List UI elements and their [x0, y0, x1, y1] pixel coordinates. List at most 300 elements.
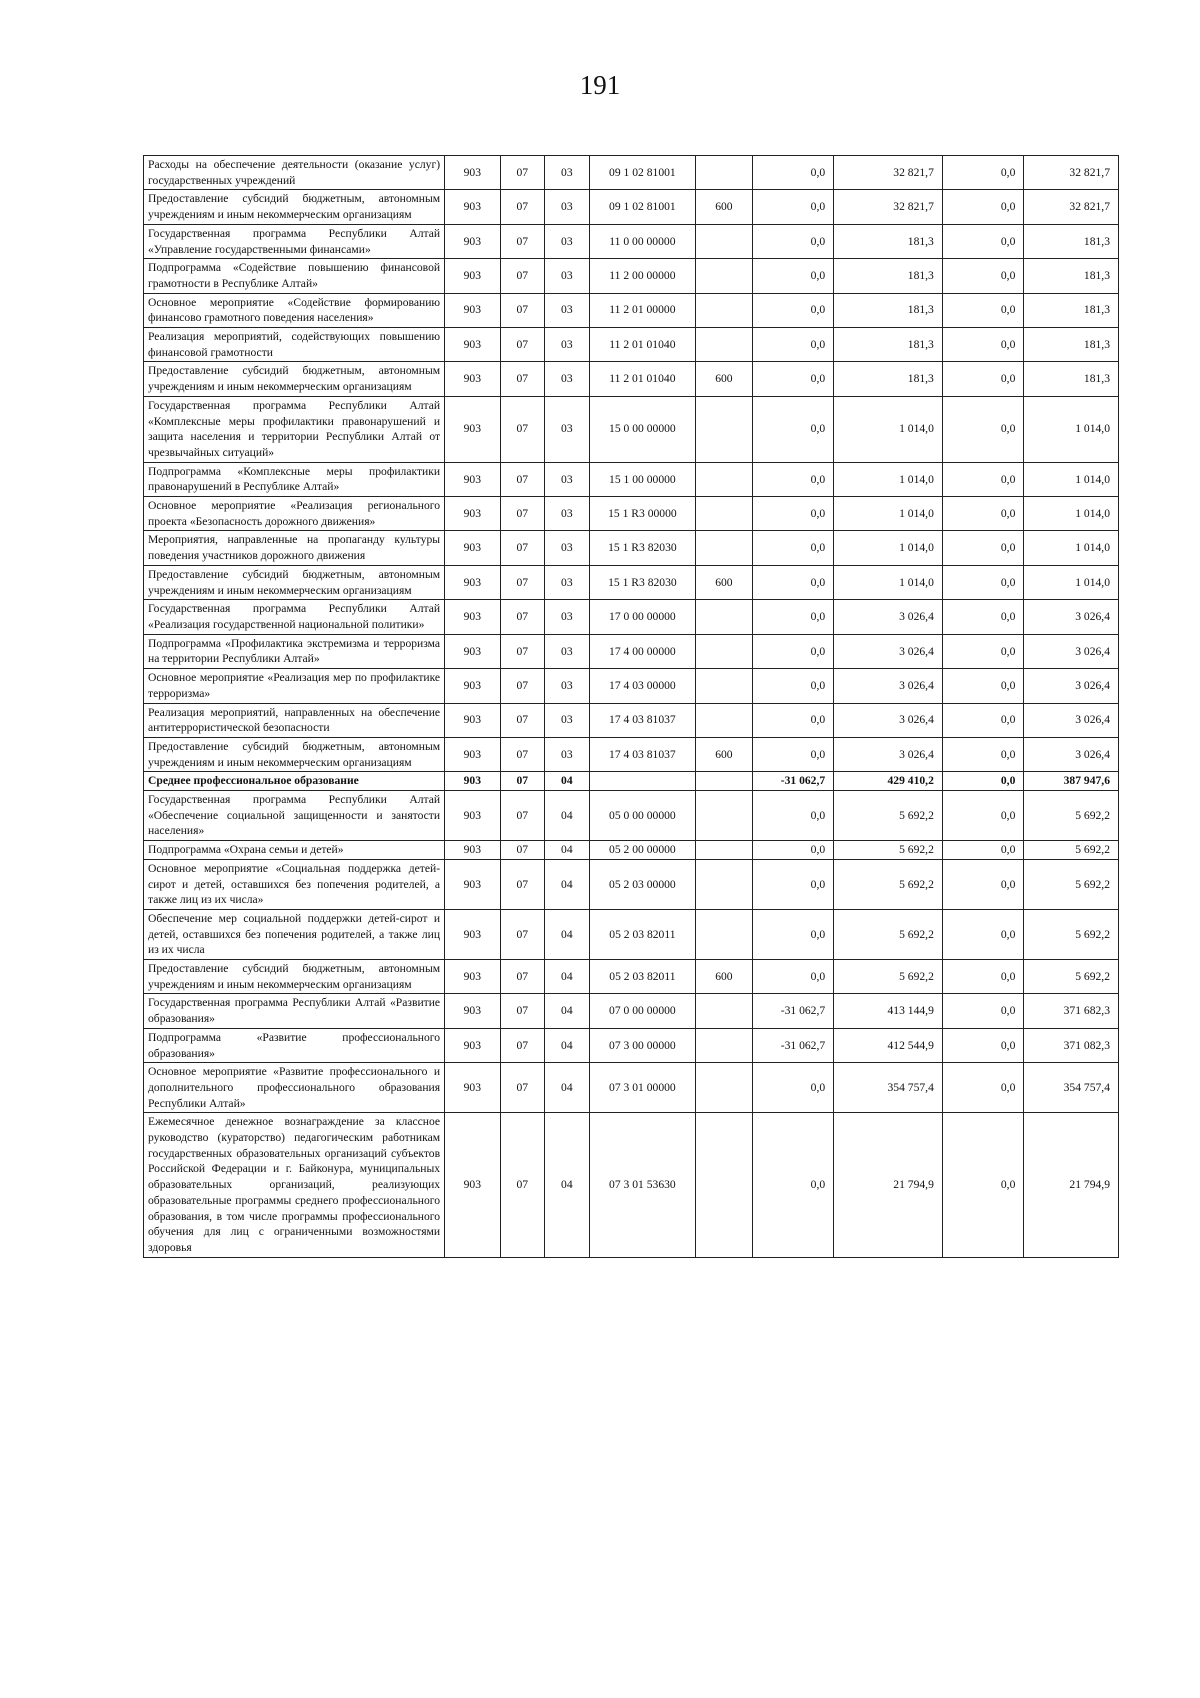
cell-amount-2: 0,0	[942, 259, 1024, 293]
cell-name: Государственная программа Республики Алтай «Развитие образования»	[144, 994, 445, 1028]
cell-total: 5 692,2	[1024, 960, 1119, 994]
table-row	[144, 859, 1119, 909]
cell-amount-2: 0,0	[942, 737, 1024, 771]
cell-amount-2: 0,0	[942, 293, 1024, 327]
cell-amount-2: 0,0	[942, 190, 1024, 224]
cell-expense-type	[696, 791, 753, 841]
cell-amount-2: 0,0	[942, 772, 1024, 791]
cell-subsection: 04	[545, 1063, 590, 1113]
cell-expense-type	[696, 841, 753, 860]
cell-section: 07	[500, 362, 545, 396]
cell-amount: 181,3	[834, 293, 943, 327]
cell-amount-2: 0,0	[942, 600, 1024, 634]
cell-target-article: 05 2 00 00000	[589, 841, 696, 860]
cell-amount-2: 0,0	[942, 224, 1024, 258]
cell-amount-2: 0,0	[942, 859, 1024, 909]
cell-section: 07	[500, 737, 545, 771]
cell-target-article: 07 3 01 00000	[589, 1063, 696, 1113]
table-row	[144, 497, 1119, 531]
cell-amount-2: 0,0	[942, 960, 1024, 994]
cell-target-article: 05 2 03 00000	[589, 859, 696, 909]
cell-total: 3 026,4	[1024, 669, 1119, 703]
cell-total: 1 014,0	[1024, 396, 1119, 462]
cell-name: Предоставление субсидий бюджетным, автономным учреждениям и иным некоммерческим организациям	[144, 960, 445, 994]
cell-section: 07	[500, 960, 545, 994]
cell-subsection: 04	[545, 960, 590, 994]
cell-section: 07	[500, 156, 545, 190]
cell-ministry: 903	[445, 396, 500, 462]
cell-expense-type	[696, 994, 753, 1028]
cell-target-article: 05 2 03 82011	[589, 909, 696, 959]
cell-amount: 1 014,0	[834, 565, 943, 599]
cell-expense-type	[696, 859, 753, 909]
cell-change: 0,0	[752, 737, 834, 771]
cell-target-article: 15 0 00 00000	[589, 396, 696, 462]
cell-name: Предоставление субсидий бюджетным, автономным учреждениям и иным некоммерческим организациям	[144, 190, 445, 224]
cell-ministry: 903	[445, 772, 500, 791]
cell-section: 07	[500, 859, 545, 909]
cell-section: 07	[500, 634, 545, 668]
cell-amount: 3 026,4	[834, 703, 943, 737]
cell-total: 371 682,3	[1024, 994, 1119, 1028]
cell-amount: 1 014,0	[834, 531, 943, 565]
cell-name: Реализация мероприятий, содействующих повышению финансовой грамотности	[144, 328, 445, 362]
cell-expense-type	[696, 1063, 753, 1113]
table-row	[144, 156, 1119, 190]
cell-subsection: 04	[545, 841, 590, 860]
cell-change: 0,0	[752, 328, 834, 362]
cell-name: Основное мероприятие «Развитие профессионального и дополнительного профессионального образования Республики Алтай»	[144, 1063, 445, 1113]
cell-subsection: 03	[545, 634, 590, 668]
cell-total: 3 026,4	[1024, 600, 1119, 634]
cell-name: Подпрограмма «Профилактика экстремизма и терроризма на территории Республики Алтай»	[144, 634, 445, 668]
cell-expense-type: 600	[696, 737, 753, 771]
cell-ministry: 903	[445, 224, 500, 258]
cell-change: 0,0	[752, 497, 834, 531]
page-number: 191	[579, 70, 621, 100]
cell-section: 07	[500, 293, 545, 327]
cell-amount-2: 0,0	[942, 565, 1024, 599]
cell-amount: 32 821,7	[834, 156, 943, 190]
cell-ministry: 903	[445, 737, 500, 771]
cell-target-article: 07 0 00 00000	[589, 994, 696, 1028]
cell-amount: 181,3	[834, 328, 943, 362]
cell-expense-type	[696, 669, 753, 703]
cell-expense-type	[696, 531, 753, 565]
cell-section: 07	[500, 841, 545, 860]
cell-subsection: 04	[545, 791, 590, 841]
table-row	[144, 224, 1119, 258]
table-row	[144, 531, 1119, 565]
cell-amount: 5 692,2	[834, 960, 943, 994]
cell-ministry: 903	[445, 259, 500, 293]
cell-section: 07	[500, 190, 545, 224]
cell-name: Предоставление субсидий бюджетным, автономным учреждениям и иным некоммерческим организациям	[144, 362, 445, 396]
cell-section: 07	[500, 328, 545, 362]
cell-total: 1 014,0	[1024, 462, 1119, 496]
cell-amount: 429 410,2	[834, 772, 943, 791]
cell-section: 07	[500, 224, 545, 258]
cell-change: 0,0	[752, 396, 834, 462]
cell-target-article	[589, 772, 696, 791]
table-row	[144, 600, 1119, 634]
cell-target-article: 09 1 02 81001	[589, 190, 696, 224]
cell-change: 0,0	[752, 791, 834, 841]
table-row	[144, 703, 1119, 737]
cell-target-article: 11 2 01 01040	[589, 328, 696, 362]
cell-ministry: 903	[445, 1028, 500, 1062]
cell-expense-type	[696, 224, 753, 258]
cell-total: 21 794,9	[1024, 1113, 1119, 1257]
cell-subsection: 03	[545, 190, 590, 224]
cell-section: 07	[500, 909, 545, 959]
cell-change: 0,0	[752, 156, 834, 190]
cell-expense-type: 600	[696, 362, 753, 396]
cell-amount-2: 0,0	[942, 1113, 1024, 1257]
cell-change: 0,0	[752, 669, 834, 703]
cell-change: 0,0	[752, 224, 834, 258]
cell-subsection: 03	[545, 462, 590, 496]
cell-change: 0,0	[752, 1063, 834, 1113]
cell-change: -31 062,7	[752, 994, 834, 1028]
table-row	[144, 791, 1119, 841]
cell-name: Подпрограмма «Охрана семьи и детей»	[144, 841, 445, 860]
cell-section: 07	[500, 396, 545, 462]
cell-section: 07	[500, 772, 545, 791]
cell-subsection: 04	[545, 859, 590, 909]
cell-total: 181,3	[1024, 259, 1119, 293]
cell-section: 07	[500, 600, 545, 634]
cell-target-article: 09 1 02 81001	[589, 156, 696, 190]
cell-amount: 3 026,4	[834, 669, 943, 703]
table-row	[144, 1028, 1119, 1062]
cell-section: 07	[500, 565, 545, 599]
cell-amount-2: 0,0	[942, 1028, 1024, 1062]
cell-expense-type	[696, 1028, 753, 1062]
cell-ministry: 903	[445, 600, 500, 634]
cell-expense-type	[696, 156, 753, 190]
cell-total: 3 026,4	[1024, 634, 1119, 668]
cell-amount: 1 014,0	[834, 396, 943, 462]
cell-subsection: 03	[545, 396, 590, 462]
cell-section: 07	[500, 259, 545, 293]
budget-table	[143, 155, 1119, 1258]
cell-subsection: 03	[545, 703, 590, 737]
cell-amount: 32 821,7	[834, 190, 943, 224]
table-row	[144, 462, 1119, 496]
cell-section: 07	[500, 994, 545, 1028]
cell-section: 07	[500, 791, 545, 841]
table-row	[144, 994, 1119, 1028]
cell-target-article: 05 0 00 00000	[589, 791, 696, 841]
cell-name: Среднее профессиональное образование	[144, 772, 445, 791]
cell-subsection: 03	[545, 565, 590, 599]
cell-total: 371 082,3	[1024, 1028, 1119, 1062]
cell-amount: 5 692,2	[834, 841, 943, 860]
cell-section: 07	[500, 669, 545, 703]
cell-amount: 21 794,9	[834, 1113, 943, 1257]
cell-change: 0,0	[752, 293, 834, 327]
cell-amount: 3 026,4	[834, 600, 943, 634]
cell-total: 181,3	[1024, 362, 1119, 396]
cell-expense-type	[696, 909, 753, 959]
cell-section: 07	[500, 1063, 545, 1113]
cell-amount: 3 026,4	[834, 634, 943, 668]
cell-name: Государственная программа Республики Алтай «Обеспечение социальной защищенности и занятости населения»	[144, 791, 445, 841]
cell-change: 0,0	[752, 259, 834, 293]
cell-subsection: 03	[545, 328, 590, 362]
cell-total: 354 757,4	[1024, 1063, 1119, 1113]
cell-change: 0,0	[752, 190, 834, 224]
cell-amount: 412 544,9	[834, 1028, 943, 1062]
cell-total: 5 692,2	[1024, 791, 1119, 841]
cell-amount-2: 0,0	[942, 497, 1024, 531]
cell-amount: 1 014,0	[834, 462, 943, 496]
cell-target-article: 17 4 03 81037	[589, 703, 696, 737]
cell-target-article: 17 4 03 81037	[589, 737, 696, 771]
table-row	[144, 293, 1119, 327]
cell-ministry: 903	[445, 1113, 500, 1257]
cell-target-article: 15 1 R3 82030	[589, 565, 696, 599]
cell-name: Подпрограмма «Комплексные меры профилактики правонарушений в Республике Алтай»	[144, 462, 445, 496]
table-row	[144, 737, 1119, 771]
cell-target-article: 17 4 03 00000	[589, 669, 696, 703]
cell-total: 1 014,0	[1024, 497, 1119, 531]
cell-change: 0,0	[752, 634, 834, 668]
table-row	[144, 362, 1119, 396]
cell-amount: 181,3	[834, 362, 943, 396]
cell-amount-2: 0,0	[942, 703, 1024, 737]
cell-name: Реализация мероприятий, направленных на обеспечение антитеррористической безопасности	[144, 703, 445, 737]
cell-amount-2: 0,0	[942, 396, 1024, 462]
cell-name: Государственная программа Республики Алтай «Управление государственными финансами»	[144, 224, 445, 258]
cell-subsection: 03	[545, 531, 590, 565]
cell-ministry: 903	[445, 462, 500, 496]
table-row	[144, 909, 1119, 959]
cell-target-article: 05 2 03 82011	[589, 960, 696, 994]
cell-total: 3 026,4	[1024, 737, 1119, 771]
cell-total: 5 692,2	[1024, 841, 1119, 860]
cell-name: Обеспечение мер социальной поддержки детей-сирот и детей, оставшихся без попечения родителей, а также лиц из их числа	[144, 909, 445, 959]
table-row	[144, 259, 1119, 293]
cell-amount: 413 144,9	[834, 994, 943, 1028]
cell-amount-2: 0,0	[942, 462, 1024, 496]
cell-expense-type	[696, 293, 753, 327]
cell-total: 1 014,0	[1024, 565, 1119, 599]
cell-ministry: 903	[445, 328, 500, 362]
table-row	[144, 669, 1119, 703]
cell-target-article: 15 1 00 00000	[589, 462, 696, 496]
cell-subsection: 04	[545, 1113, 590, 1257]
cell-change: -31 062,7	[752, 772, 834, 791]
cell-name: Подпрограмма «Содействие повышению финансовой грамотности в Республике Алтай»	[144, 259, 445, 293]
cell-amount-2: 0,0	[942, 841, 1024, 860]
cell-section: 07	[500, 1028, 545, 1062]
cell-ministry: 903	[445, 156, 500, 190]
cell-amount-2: 0,0	[942, 1063, 1024, 1113]
cell-ministry: 903	[445, 190, 500, 224]
cell-amount-2: 0,0	[942, 328, 1024, 362]
table-body	[144, 156, 1119, 1258]
cell-ministry: 903	[445, 362, 500, 396]
cell-section: 07	[500, 1113, 545, 1257]
table-row	[144, 634, 1119, 668]
cell-target-article: 17 4 00 00000	[589, 634, 696, 668]
cell-change: 0,0	[752, 859, 834, 909]
cell-expense-type	[696, 1113, 753, 1257]
cell-name: Предоставление субсидий бюджетным, автономным учреждениям и иным некоммерческим организациям	[144, 565, 445, 599]
cell-total: 32 821,7	[1024, 190, 1119, 224]
cell-target-article: 11 2 00 00000	[589, 259, 696, 293]
cell-subsection: 04	[545, 994, 590, 1028]
cell-total: 181,3	[1024, 328, 1119, 362]
cell-target-article: 15 1 R3 82030	[589, 531, 696, 565]
cell-change: 0,0	[752, 909, 834, 959]
cell-total: 5 692,2	[1024, 859, 1119, 909]
cell-name: Основное мероприятие «Социальная поддержка детей-сирот и детей, оставшихся без попечения родителей, а также лиц из их числа»	[144, 859, 445, 909]
cell-amount: 5 692,2	[834, 909, 943, 959]
cell-target-article: 11 2 01 00000	[589, 293, 696, 327]
cell-name: Предоставление субсидий бюджетным, автономным учреждениям и иным некоммерческим организациям	[144, 737, 445, 771]
cell-amount-2: 0,0	[942, 156, 1024, 190]
cell-total: 387 947,6	[1024, 772, 1119, 791]
cell-total: 181,3	[1024, 224, 1119, 258]
cell-expense-type	[696, 328, 753, 362]
cell-target-article: 07 3 00 00000	[589, 1028, 696, 1062]
table-row	[144, 772, 1119, 791]
table-row	[144, 841, 1119, 860]
cell-expense-type: 600	[696, 190, 753, 224]
cell-amount: 5 692,2	[834, 791, 943, 841]
cell-subsection: 03	[545, 737, 590, 771]
cell-expense-type: 600	[696, 960, 753, 994]
cell-subsection: 03	[545, 259, 590, 293]
cell-amount: 181,3	[834, 224, 943, 258]
cell-name: Ежемесячное денежное вознаграждение за классное руководство (кураторство) педагогическим работникам государственных образовательных организаций субъектов Российской Федерации и г. Байконура, муниципальных образовательных организаций, реализующих образовательные программы среднего профессионального образования, в том числе программы профессионального обучения для лиц с ограниченными возможностями здоровья	[144, 1113, 445, 1257]
cell-total: 181,3	[1024, 293, 1119, 327]
cell-ministry: 903	[445, 531, 500, 565]
table-row	[144, 396, 1119, 462]
cell-ministry: 903	[445, 791, 500, 841]
cell-subsection: 03	[545, 497, 590, 531]
cell-amount-2: 0,0	[942, 362, 1024, 396]
cell-amount: 181,3	[834, 259, 943, 293]
cell-change: 0,0	[752, 362, 834, 396]
cell-amount: 1 014,0	[834, 497, 943, 531]
cell-subsection: 04	[545, 909, 590, 959]
cell-change: 0,0	[752, 531, 834, 565]
cell-subsection: 03	[545, 600, 590, 634]
cell-subsection: 03	[545, 293, 590, 327]
table-row	[144, 190, 1119, 224]
cell-change: 0,0	[752, 1113, 834, 1257]
cell-name: Подпрограмма «Развитие профессионального образования»	[144, 1028, 445, 1062]
cell-change: -31 062,7	[752, 1028, 834, 1062]
cell-change: 0,0	[752, 565, 834, 599]
cell-target-article: 11 2 01 01040	[589, 362, 696, 396]
cell-name: Мероприятия, направленные на пропаганду культуры поведения участников дорожного движения	[144, 531, 445, 565]
cell-amount-2: 0,0	[942, 791, 1024, 841]
cell-name: Расходы на обеспечение деятельности (оказание услуг) государственных учреждений	[144, 156, 445, 190]
cell-ministry: 903	[445, 497, 500, 531]
cell-amount: 3 026,4	[834, 737, 943, 771]
cell-amount: 5 692,2	[834, 859, 943, 909]
cell-section: 07	[500, 531, 545, 565]
cell-total: 1 014,0	[1024, 531, 1119, 565]
cell-ministry: 903	[445, 634, 500, 668]
cell-section: 07	[500, 462, 545, 496]
cell-change: 0,0	[752, 462, 834, 496]
cell-subsection: 04	[545, 1028, 590, 1062]
cell-name: Основное мероприятие «Содействие формированию финансово грамотного поведения населения»	[144, 293, 445, 327]
cell-name: Основное мероприятие «Реализация регионального проекта «Безопасность дорожного движения»	[144, 497, 445, 531]
cell-name: Государственная программа Республики Алтай «Комплексные меры профилактики правонарушений и защита населения и территории Республики Алтай от чрезвычайных ситуаций»	[144, 396, 445, 462]
cell-expense-type	[696, 462, 753, 496]
cell-expense-type	[696, 259, 753, 293]
cell-section: 07	[500, 497, 545, 531]
cell-expense-type	[696, 600, 753, 634]
cell-section: 07	[500, 703, 545, 737]
cell-change: 0,0	[752, 841, 834, 860]
cell-target-article: 17 0 00 00000	[589, 600, 696, 634]
cell-target-article: 07 3 01 53630	[589, 1113, 696, 1257]
cell-subsection: 03	[545, 224, 590, 258]
table-row	[144, 1113, 1119, 1257]
cell-expense-type	[696, 497, 753, 531]
cell-expense-type	[696, 634, 753, 668]
table-row	[144, 328, 1119, 362]
cell-subsection: 04	[545, 772, 590, 791]
cell-ministry: 903	[445, 293, 500, 327]
cell-ministry: 903	[445, 841, 500, 860]
cell-target-article: 11 0 00 00000	[589, 224, 696, 258]
cell-ministry: 903	[445, 960, 500, 994]
cell-expense-type	[696, 772, 753, 791]
cell-ministry: 903	[445, 669, 500, 703]
cell-amount-2: 0,0	[942, 669, 1024, 703]
cell-amount: 354 757,4	[834, 1063, 943, 1113]
cell-ministry: 903	[445, 565, 500, 599]
cell-change: 0,0	[752, 600, 834, 634]
cell-subsection: 03	[545, 156, 590, 190]
table-row	[144, 565, 1119, 599]
cell-amount-2: 0,0	[942, 994, 1024, 1028]
cell-ministry: 903	[445, 909, 500, 959]
cell-name: Основное мероприятие «Реализация мер по профилактике терроризма»	[144, 669, 445, 703]
cell-ministry: 903	[445, 859, 500, 909]
table-row	[144, 1063, 1119, 1113]
cell-amount-2: 0,0	[942, 634, 1024, 668]
cell-expense-type	[696, 703, 753, 737]
cell-expense-type	[696, 396, 753, 462]
cell-expense-type: 600	[696, 565, 753, 599]
cell-subsection: 03	[545, 362, 590, 396]
table-row	[144, 960, 1119, 994]
cell-target-article: 15 1 R3 00000	[589, 497, 696, 531]
cell-amount-2: 0,0	[942, 909, 1024, 959]
cell-name: Государственная программа Республики Алтай «Реализация государственной национальной политики»	[144, 600, 445, 634]
cell-total: 32 821,7	[1024, 156, 1119, 190]
cell-total: 3 026,4	[1024, 703, 1119, 737]
cell-ministry: 903	[445, 703, 500, 737]
cell-total: 5 692,2	[1024, 909, 1119, 959]
cell-amount-2: 0,0	[942, 531, 1024, 565]
cell-ministry: 903	[445, 994, 500, 1028]
cell-change: 0,0	[752, 960, 834, 994]
cell-ministry: 903	[445, 1063, 500, 1113]
cell-subsection: 03	[545, 669, 590, 703]
cell-change: 0,0	[752, 703, 834, 737]
